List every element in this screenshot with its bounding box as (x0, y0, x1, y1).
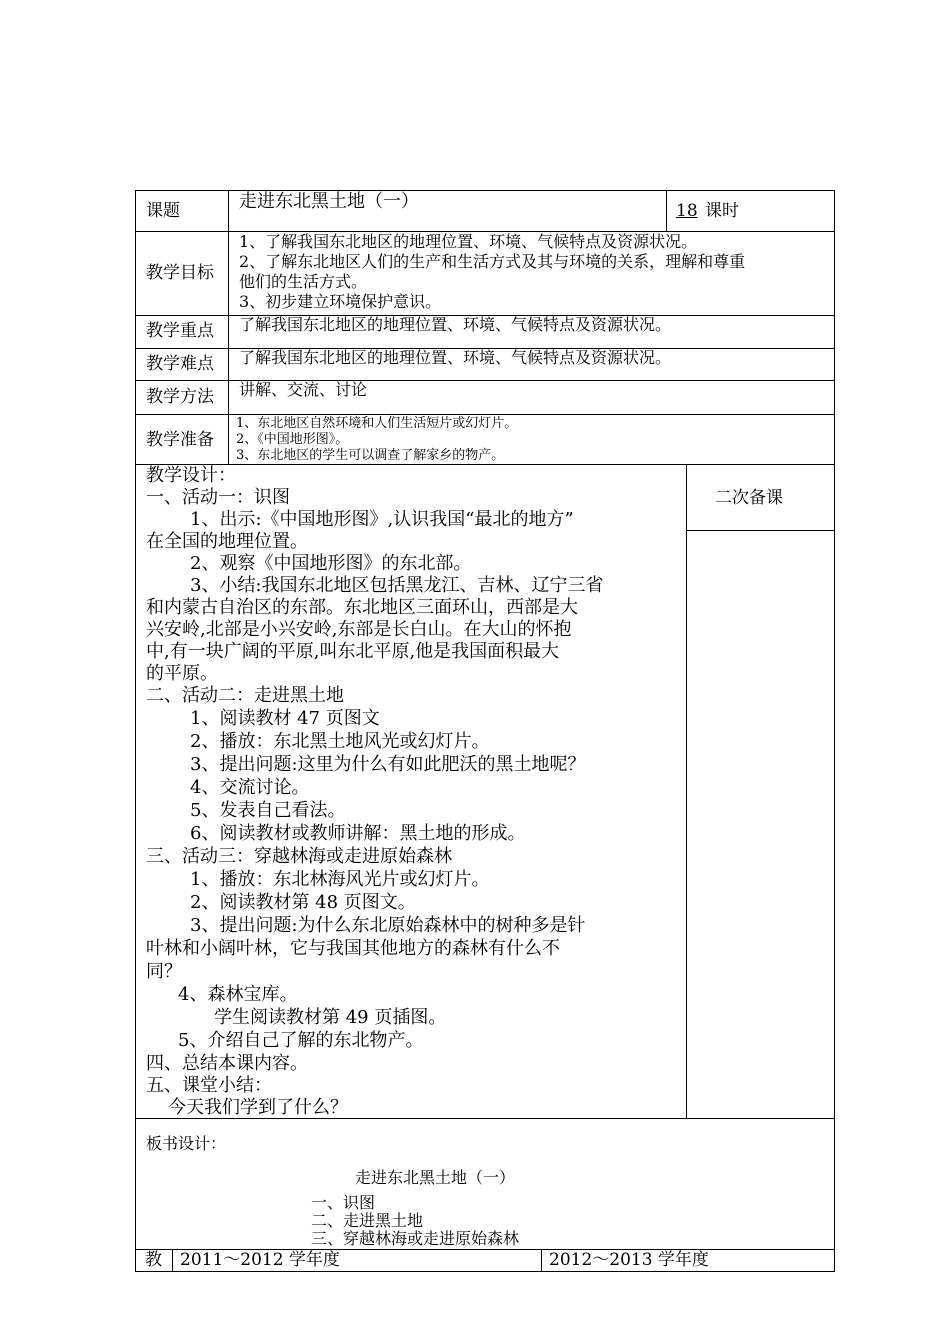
preparation-line: 1、东北地区自然环境和人们生活短片或幻灯片。 (236, 416, 518, 431)
design-line: 2、播放：东北黑土地风光或幻灯片。 (190, 731, 490, 752)
table-line (135, 414, 835, 415)
design-line: 中,有一块广阔的平原,叫东北平原,他是我国面积最大 (146, 641, 560, 662)
design-line: 6、阅读教材或教师讲解：黑土地的形成。 (190, 823, 526, 844)
preparation-line: 2、《中国地形图》。 (236, 432, 349, 447)
key-points-label: 教学重点 (146, 321, 214, 341)
period-number: 18 (676, 201, 698, 221)
key-points-text: 了解我国东北地区的地理位置、环境、气候特点及资源状况。 (239, 315, 672, 334)
table-line (135, 190, 136, 1272)
objective-line: 3、初步建立环境保护意识。 (239, 292, 442, 311)
board-item: 三、穿越林海或走进原始森林 (311, 1229, 520, 1248)
objectives-label: 教学目标 (146, 263, 214, 283)
design-line: 1、阅读教材 47 页图文 (190, 708, 380, 729)
design-line: 叶林和小阔叶林，它与我国其他地方的森林有什么不 (146, 938, 560, 959)
board-title: 走进东北黑土地（一） (355, 1168, 516, 1187)
design-line: 教学设计： (146, 465, 236, 486)
table-line (666, 190, 667, 231)
methods-text: 讲解、交流、讨论 (239, 380, 368, 399)
design-line: 1、出示:《中国地形图》,认识我国“最北的地方” (190, 509, 574, 530)
board-item: 一、识图 (311, 1193, 376, 1212)
design-line: 3、小结:我国东北地区包括黑龙江、吉林、辽宁三省 (190, 575, 604, 596)
table-line (686, 464, 687, 1118)
preparation-line: 3、东北地区的学生可以调查了解家乡的物产。 (236, 448, 505, 463)
design-line: 5、介绍自己了解的东北物产。 (178, 1030, 424, 1051)
design-line: 的平原。 (146, 663, 218, 684)
footer-cell-char: 教 (145, 1250, 162, 1270)
table-line (135, 1118, 835, 1119)
preparation-label: 教学准备 (146, 430, 214, 450)
footer-year-2: 2012～2013 学年度 (549, 1250, 709, 1270)
difficulties-text: 了解我国东北地区的地理位置、环境、气候特点及资源状况。 (239, 348, 672, 367)
design-line: 2、阅读教材第 48 页图文。 (190, 892, 416, 913)
objective-line: 2、了解东北地区人们的生产和生活方式及其与环境的关系，理解和尊重 (239, 252, 746, 271)
second-prep-label: 二次备课 (715, 488, 783, 508)
design-line: 3、提出问题:为什么东北原始森林中的树种多是针 (190, 915, 586, 936)
footer-year-1: 2011～2012 学年度 (180, 1250, 340, 1270)
table-line (686, 530, 835, 531)
table-line (228, 190, 229, 464)
design-line: 四、总结本课内容。 (146, 1053, 308, 1074)
design-line: 4、交流讨论。 (190, 777, 310, 798)
methods-label: 教学方法 (146, 387, 214, 407)
design-line: 同？ (146, 961, 182, 982)
design-line: 学生阅读教材第 49 页插图。 (214, 1007, 447, 1028)
design-line: 3、提出问题:这里为什么有如此肥沃的黑土地呢？ (190, 754, 586, 775)
period-unit: 课时 (705, 201, 739, 221)
design-line: 二、活动二：走进黑土地 (146, 685, 344, 706)
design-line: 今天我们学到了什么？ (168, 1097, 348, 1118)
design-line: 2、观察《中国地形图》的东北部。 (190, 553, 472, 574)
design-line: 4、森林宝库。 (178, 984, 298, 1005)
design-line: 在全国的地理位置。 (146, 531, 308, 552)
design-line: 5、发表自己看法。 (190, 800, 346, 821)
topic-label: 课题 (146, 201, 180, 221)
design-line: 兴安岭,北部是小兴安岭,东部是长白山。在大山的怀抱 (146, 619, 572, 640)
objective-line: 他们的生活方式。 (239, 272, 368, 291)
design-line: 和内蒙古自治区的东部。东北地区三面环山，西部是大 (146, 597, 578, 618)
board-item: 二、走进黑土地 (311, 1211, 424, 1230)
table-line (135, 464, 835, 465)
table-line (172, 1249, 173, 1271)
table-line (541, 1249, 542, 1271)
board-label: 板书设计： (146, 1134, 227, 1153)
design-line: 三、活动三：穿越林海或走进原始森林 (146, 846, 452, 867)
design-line: 一、活动一：识图 (146, 487, 290, 508)
topic-value: 走进东北黑土地（一） (239, 191, 419, 212)
table-line (834, 190, 835, 1272)
design-line: 五、课堂小结： (146, 1075, 272, 1096)
table-line (135, 1271, 835, 1272)
objective-line: 1、了解我国东北地区的地理位置、环境、气候特点及资源状况。 (239, 232, 698, 251)
difficulties-label: 教学难点 (146, 354, 214, 374)
design-line: 1、播放：东北林海风光片或幻灯片。 (190, 869, 490, 890)
